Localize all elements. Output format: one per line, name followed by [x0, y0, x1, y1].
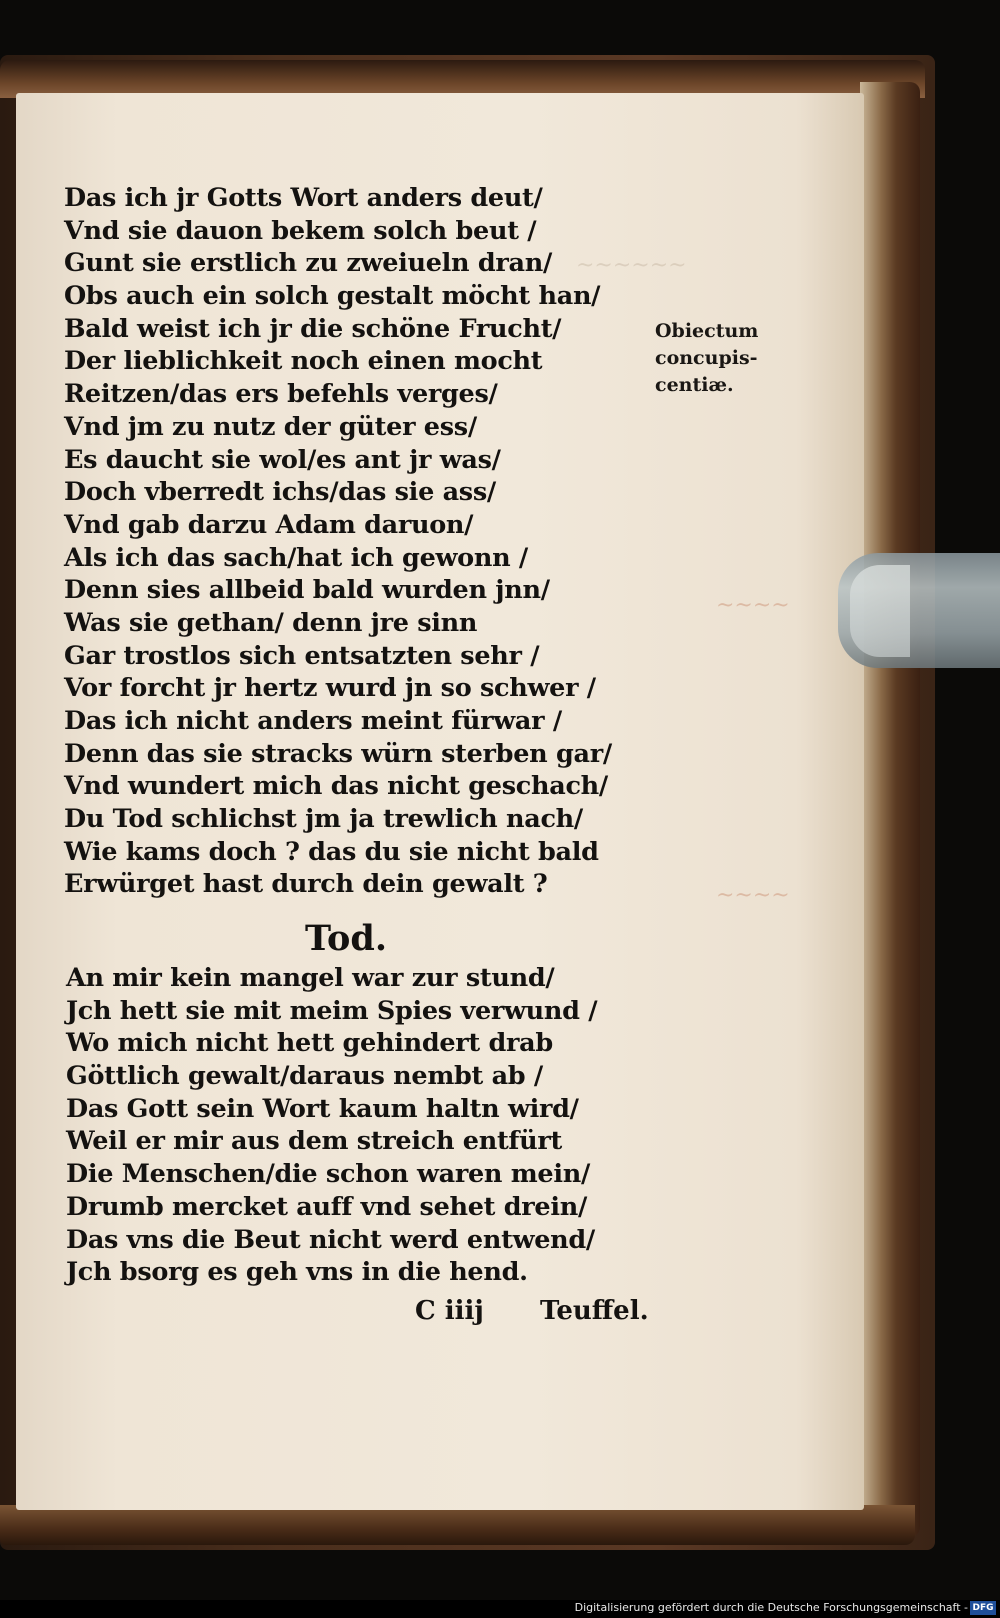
margin-note-line: concupis- [655, 347, 758, 369]
margin-note-line: centiæ. [655, 374, 734, 396]
verse-line: Doch vberredt ichs/das sie ass/ [64, 477, 496, 508]
verse-line: Drumb mercket auff vnd sehet drein/ [66, 1191, 587, 1222]
verse-line: Du Tod schlichst jm ja trewlich nach/ [64, 804, 583, 835]
verse-line: Was sie gethan/ denn jre sinn [64, 607, 478, 638]
verse-line: Reitzen/das ers befehls verges/ [64, 379, 498, 410]
verse-line: Erwürget hast durch dein gewalt ? [64, 869, 548, 900]
verse-line: Vnd sie dauon bekem solch beut / [64, 215, 537, 246]
catchword: Teuffel. [540, 1296, 649, 1326]
footer-credit: Digitalisierung gefördert durch die Deutsche Forschungsgemeinschaft - [574, 1601, 968, 1614]
verse-line: Die Menschen/die schon waren mein/ [66, 1159, 590, 1190]
show-through: ~~~~~~ [576, 253, 687, 278]
verse-line: Das vns die Beut nicht werd entwend/ [66, 1224, 595, 1255]
bookmark-clip-highlight [850, 565, 910, 657]
speaker-heading: Tod. [305, 918, 388, 959]
verse-line: Gunt sie erstlich zu zweiueln dran/ [64, 248, 553, 279]
verse-line: Vnd gab darzu Adam daruon/ [64, 509, 474, 540]
verse-line: Obs auch ein solch gestalt möcht han/ [64, 281, 601, 312]
verse-line: Vor forcht jr hertz wurd jn so schwer / [64, 673, 596, 704]
signature-mark: C iiij [415, 1296, 484, 1326]
verse-line: Vnd jm zu nutz der güter ess/ [64, 411, 477, 442]
verse-line: Bald weist ich jr die schöne Frucht/ [64, 313, 562, 344]
verse-line: Das ich jr Gotts Wort anders deut/ [64, 183, 543, 213]
verse-line: Jch hett sie mit meim Spies verwund / [66, 995, 598, 1026]
show-through-red: ~~~~ [716, 593, 790, 618]
verse-line: Jch bsorg es geh vns in die hend. [66, 1257, 528, 1288]
verse-line: Vnd wundert mich das nicht geschach/ [64, 771, 608, 802]
verse-line: Denn sies allbeid bald wurden jnn/ [64, 575, 550, 606]
verse-block-2 [66, 962, 686, 1289]
verse-line: Denn das sie stracks würn sterben gar/ [64, 738, 612, 769]
verse-line: An mir kein mangel war zur stund/ [66, 963, 555, 993]
verse-block-1 [64, 182, 684, 901]
verse-line: Göttlich gewalt/daraus nembt ab / [66, 1061, 543, 1092]
verse-line: Als ich das sach/hat ich gewonn / [64, 542, 528, 573]
verse-line: Das Gott sein Wort kaum haltn wird/ [66, 1093, 579, 1124]
cover-bottom-edge [0, 1505, 915, 1545]
show-through-red: ~~~~ [716, 883, 790, 908]
verse-line: Wie kams doch ? das du sie nicht bald [64, 836, 599, 867]
verse-line: Weil er mir aus dem streich entfürt [66, 1126, 562, 1157]
verse-line: Gar trostlos sich entsatzten sehr / [64, 640, 540, 671]
verse-line: Das ich nicht anders meint fürwar / [64, 706, 562, 736]
verse-line: Der lieblichkeit noch einen mocht [64, 346, 543, 377]
margin-note-line: Obiectum [655, 320, 759, 342]
verse-line: Es daucht sie wol/es ant jr was/ [64, 444, 501, 475]
dfg-logo: DFG [970, 1601, 996, 1615]
verse-line: Wo mich nicht hett gehindert drab [66, 1028, 553, 1059]
cover-right-edge [860, 82, 920, 1537]
marginal-note [655, 318, 758, 399]
